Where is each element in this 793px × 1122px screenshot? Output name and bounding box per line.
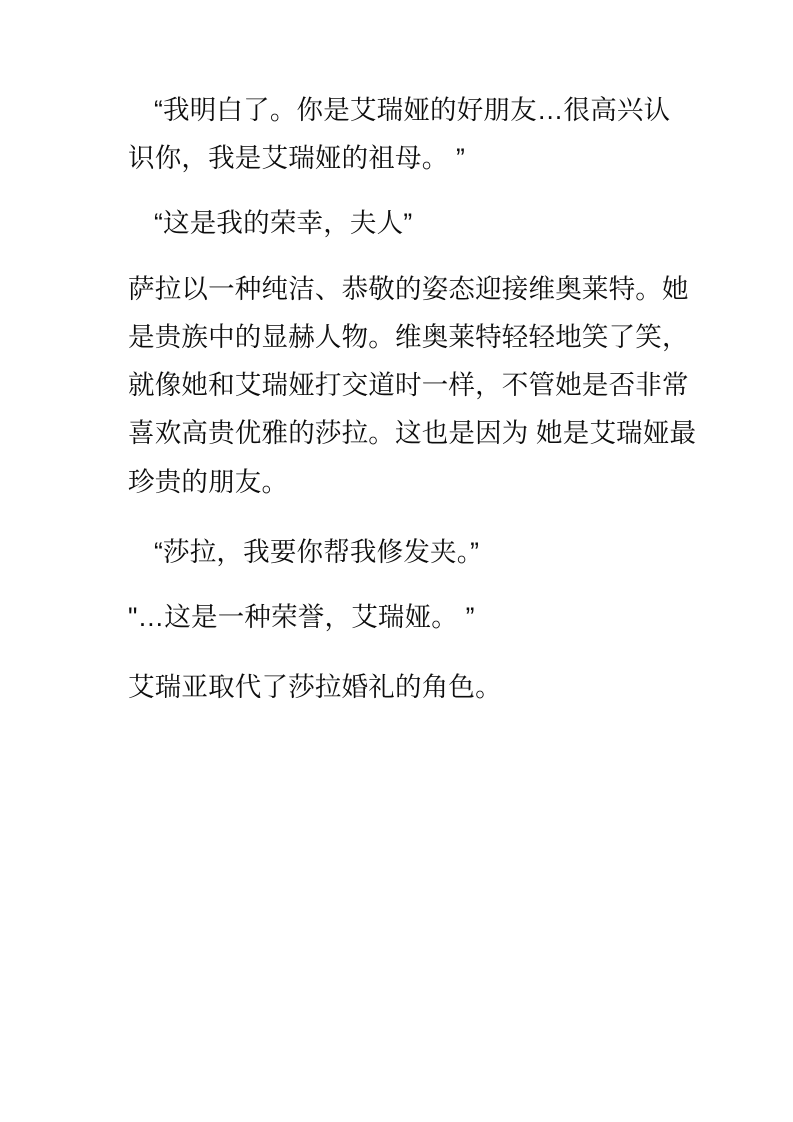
paragraph-5: "…这是一种荣誉，艾瑞娅。 ” <box>128 601 475 632</box>
paragraph-6: 艾瑞亚取代了莎拉婚礼的角色。 <box>128 672 502 703</box>
paragraph-1: “我明白了。你是艾瑞娅的好朋友…很高兴认识你，我是艾瑞娅的祖母。 ” <box>128 95 671 174</box>
paragraph-2: “这是我的荣幸，夫人” <box>154 208 413 239</box>
document-body <box>128 86 697 711</box>
paragraph-3: 萨拉以一种纯洁、恭敬的姿态迎接维奥莱特。她是贵族中的显赫人物。维奥莱特轻轻地笑了笑，就像她和艾瑞娅打交道时一样，不管她是否非常喜欢高贵优雅的莎拉。这也是因为 她是艾瑞娅最珍贵的朋友。 <box>128 273 697 497</box>
paragraph-4: “莎拉，我要你帮我修发夹。” <box>154 536 480 567</box>
